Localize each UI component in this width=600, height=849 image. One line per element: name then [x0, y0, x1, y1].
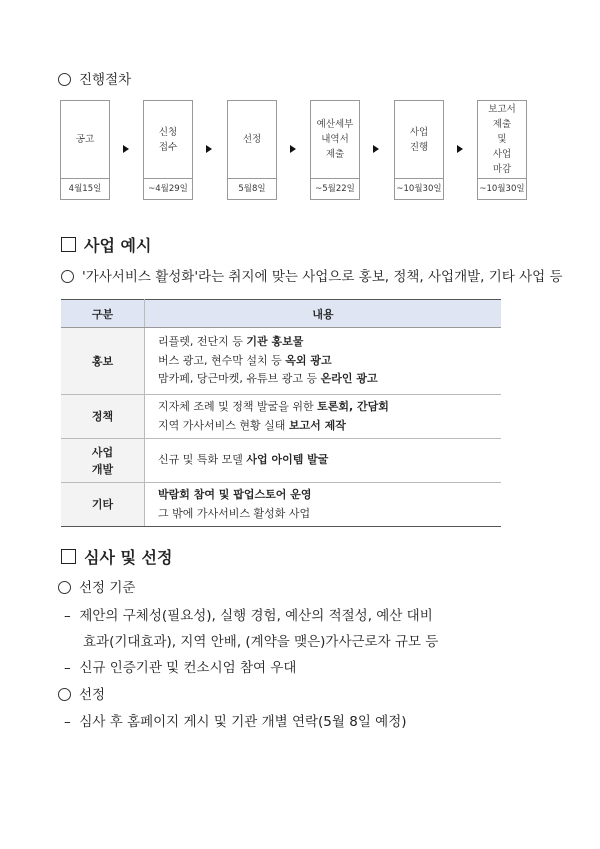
content-emphasis: 보고서 제작	[288, 418, 346, 432]
process-step-date: 4월15일	[61, 178, 109, 199]
circle-bullet-icon	[58, 581, 71, 594]
process-step-date: ~10월30일	[395, 178, 443, 199]
arrow-right-icon	[123, 145, 129, 153]
process-step	[227, 100, 277, 200]
content-text: 지역 가사서비스 현황 실태	[158, 418, 289, 432]
column-header-content: 내용	[145, 300, 502, 328]
content-emphasis: 온라인 광고	[320, 372, 378, 386]
row-category: 기타	[61, 483, 145, 527]
process-step	[477, 100, 527, 200]
selection-heading: 선정	[58, 683, 105, 703]
circle-bullet-icon	[58, 73, 71, 86]
table-header-row	[61, 300, 501, 328]
content-text: 맘카페, 당근마켓, 유튜브 광고 등	[158, 372, 321, 386]
process-step-label: 보고서 제출 및 사업 마감	[488, 104, 516, 175]
criteria-item-1: – 제안의 구체성(필요성), 실행 경험, 예산의 적절성, 예산 대비	[64, 608, 433, 624]
process-step	[310, 100, 360, 200]
square-bullet-icon	[61, 237, 76, 252]
process-step	[143, 100, 193, 200]
row-content	[145, 483, 502, 527]
examples-heading: 사업 예시	[61, 233, 151, 256]
arrow-right-icon	[457, 145, 463, 153]
content-line	[158, 352, 488, 371]
content-text: 리플렛, 전단지 등	[158, 335, 247, 349]
content-line	[158, 486, 488, 505]
content-emphasis: 옥외 광고	[285, 353, 332, 367]
square-bullet-icon	[61, 549, 76, 564]
dash-bullet: –	[64, 608, 71, 624]
circle-bullet-icon	[61, 270, 74, 283]
examples-table	[61, 299, 501, 527]
content-text: 버스 광고, 현수막 설치 등	[158, 353, 286, 367]
process-step-label: 공고	[75, 134, 95, 145]
process-step-date: ~4월29일	[144, 178, 192, 199]
content-line	[158, 451, 488, 470]
process-step-date: 5월8일	[228, 178, 276, 199]
process-heading: 진행절차	[58, 68, 131, 88]
table-row	[61, 395, 501, 439]
content-line	[158, 370, 488, 389]
content-line	[158, 417, 488, 436]
criteria-item-2: – 신규 인증기관 및 컨소시엄 참여 우대	[64, 660, 297, 676]
content-emphasis: 박람회 참여 및 팝업스토어 운영	[158, 488, 312, 501]
dash-bullet: –	[64, 660, 71, 676]
process-step-date: ~5월22일	[311, 178, 359, 199]
examples-intro: '가사서비스 활성화'라는 취지에 맞는 사업으로 홍보, 정책, 사업개발, 기타 사업 등	[61, 265, 563, 285]
table-row	[61, 483, 501, 527]
content-text: 그 밖에 가사서비스 활성화 사업	[158, 506, 311, 520]
process-step-date: ~10월30일	[478, 178, 526, 199]
review-heading: 심사 및 선정	[61, 545, 172, 568]
row-category: 홍보	[61, 328, 145, 395]
process-step-label: 신청 접수	[158, 126, 178, 153]
content-emphasis: 사업 아이템 발굴	[246, 453, 329, 467]
process-step-label: 예산세부 내역서 제출	[316, 119, 354, 160]
row-category: 정책	[61, 395, 145, 439]
arrow-right-icon	[290, 145, 296, 153]
row-content	[145, 395, 502, 439]
content-emphasis: 토론회, 간담회	[317, 400, 389, 413]
selection-item: – 심사 후 홈페이지 게시 및 기관 개별 연락(5월 8일 예정)	[64, 714, 407, 730]
arrow-right-icon	[373, 145, 379, 153]
content-line	[158, 333, 488, 352]
process-step	[60, 100, 110, 200]
process-step-label: 선정	[242, 134, 262, 145]
content-emphasis: 기관 홍보물	[246, 335, 304, 349]
row-content	[145, 439, 502, 483]
table-row	[61, 439, 501, 483]
row-content	[145, 328, 502, 395]
content-line	[158, 505, 488, 524]
process-step	[394, 100, 444, 200]
content-line	[158, 398, 488, 417]
process-step-label: 사업 진행	[409, 126, 429, 153]
dash-bullet: –	[64, 714, 71, 730]
content-text: 지자체 조례 및 정책 발굴을 위한	[158, 400, 318, 413]
arrow-right-icon	[206, 145, 212, 153]
table-row	[61, 328, 501, 395]
row-category: 사업 개발	[61, 439, 145, 483]
criteria-item-1-cont: 효과(기대효과), 지역 안배, (계약을 맺은)가사근로자 규모 등	[83, 634, 439, 650]
content-text: 신규 및 특화 모델	[158, 453, 247, 467]
column-header-category: 구분	[61, 300, 145, 328]
circle-bullet-icon	[58, 688, 71, 701]
criteria-heading: 선정 기준	[58, 576, 135, 596]
